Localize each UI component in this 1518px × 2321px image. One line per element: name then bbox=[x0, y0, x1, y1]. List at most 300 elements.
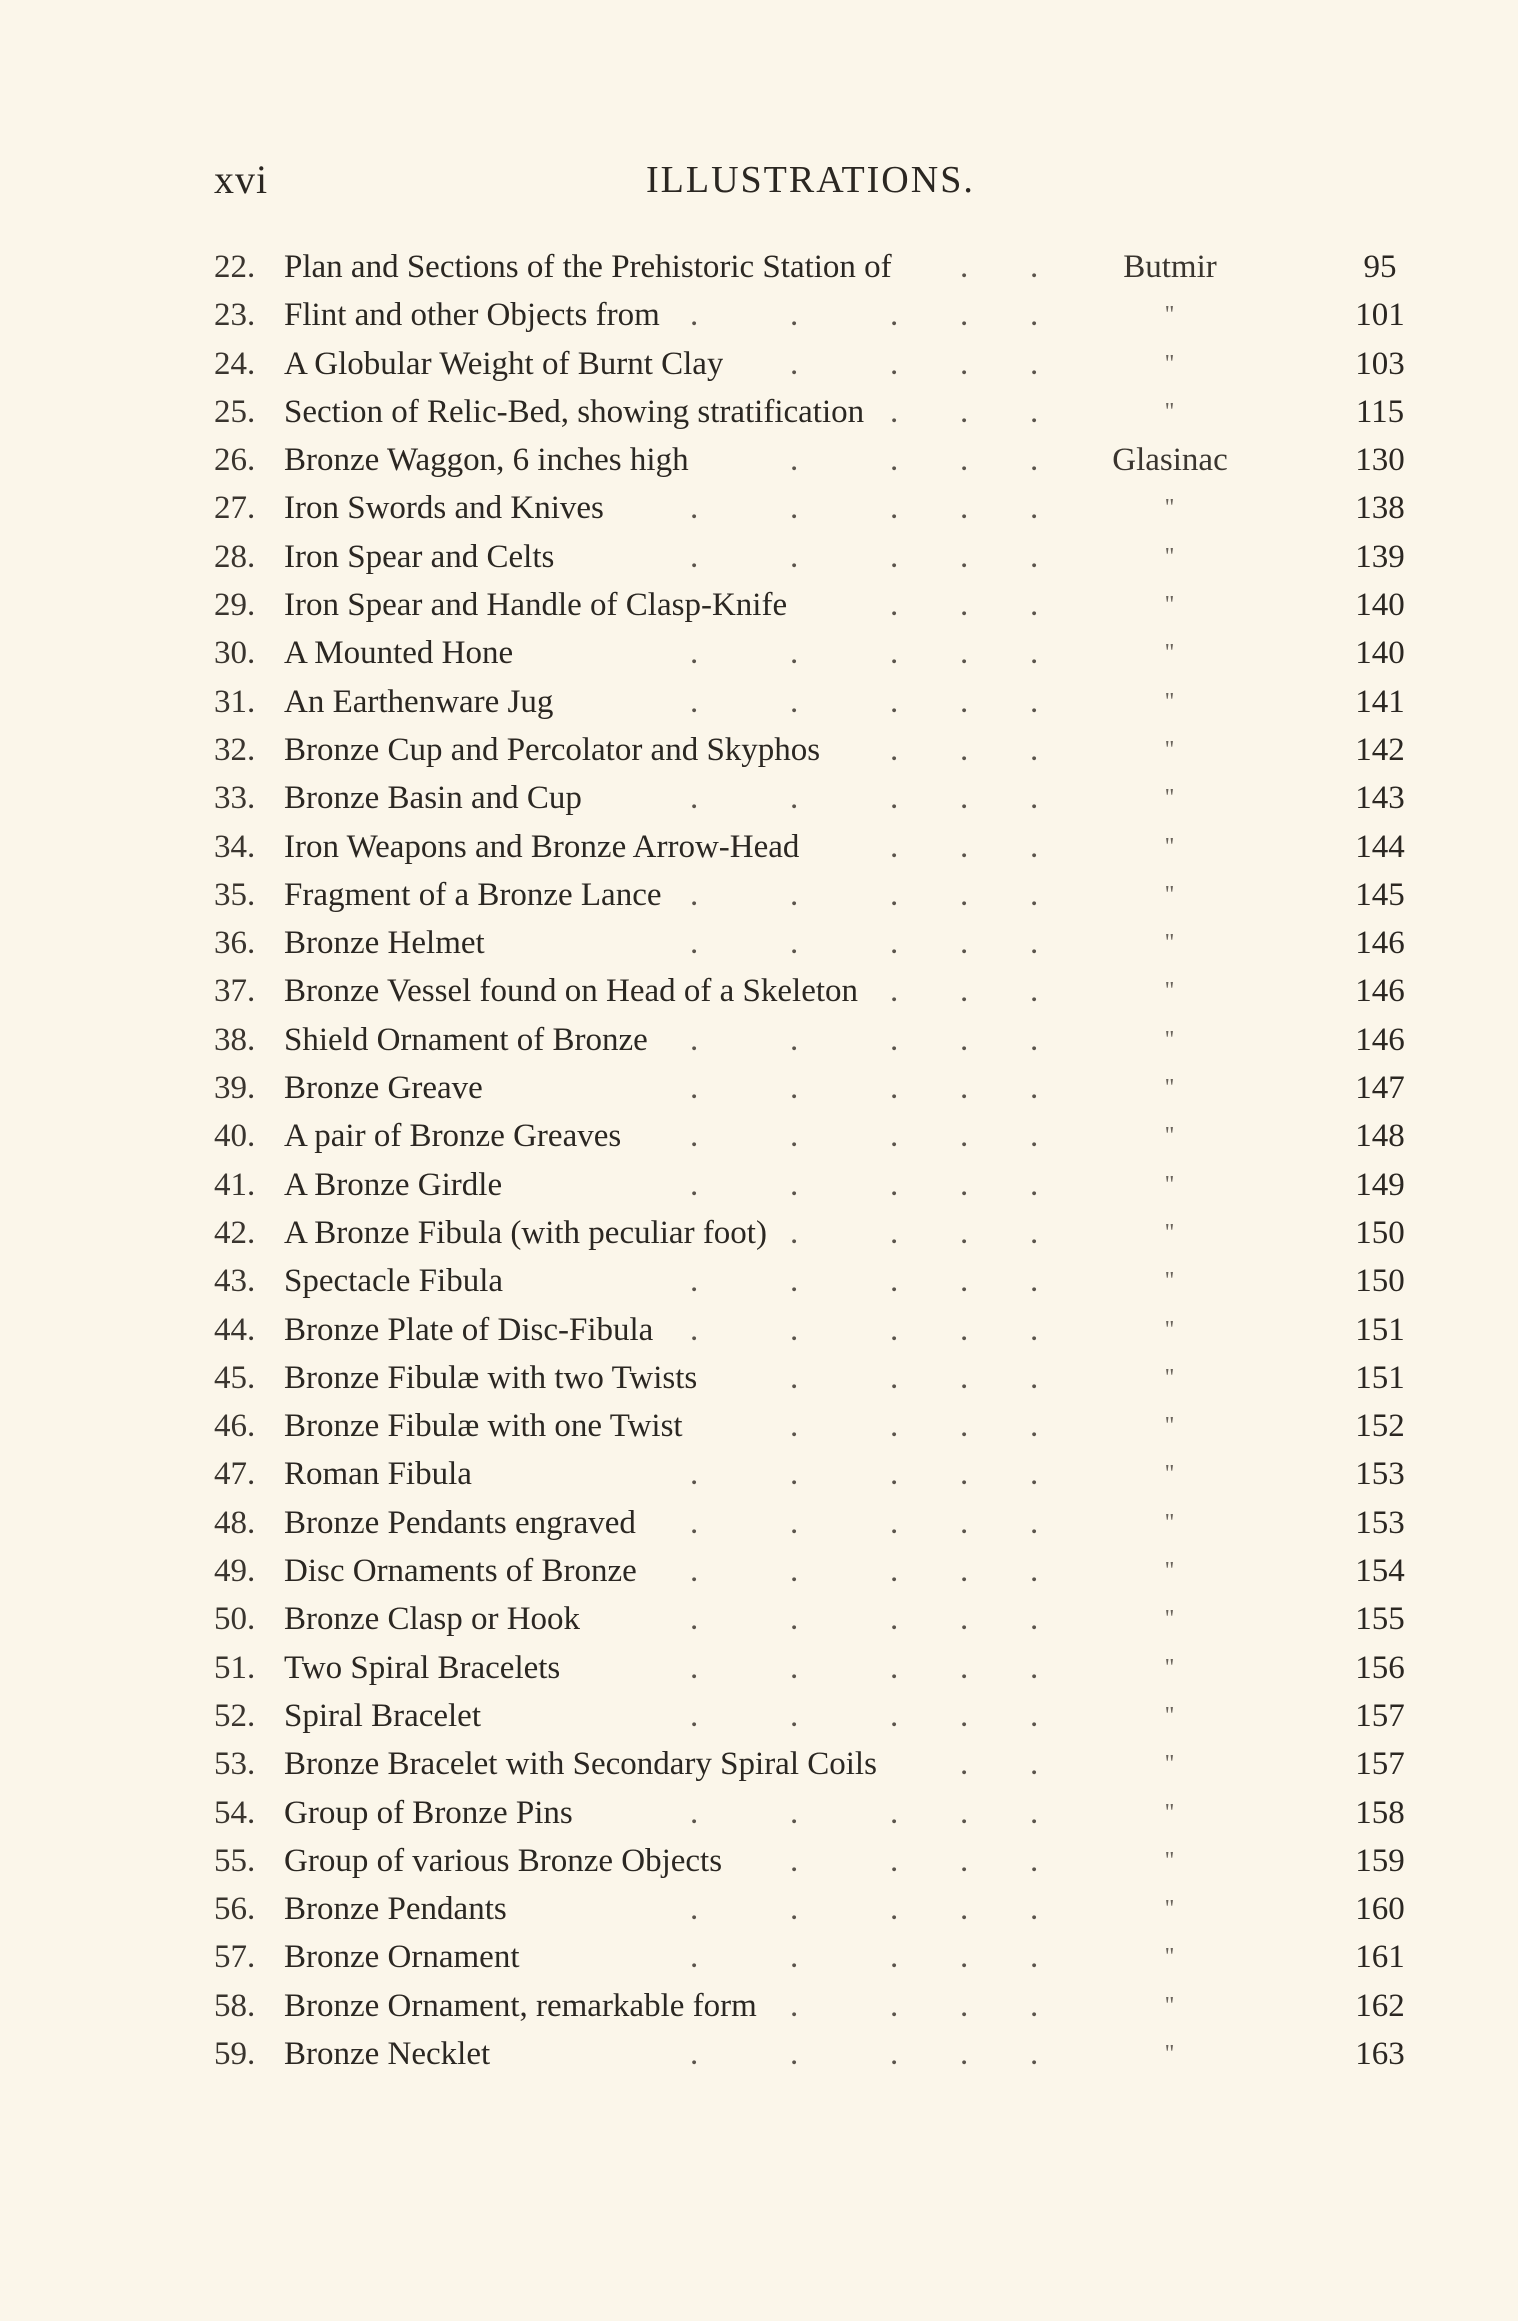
entry-number: 41. bbox=[214, 1166, 256, 1203]
illustration-entry bbox=[0, 629, 1518, 677]
leader-dot: . bbox=[1030, 780, 1039, 817]
running-title: ILLUSTRATIONS. bbox=[646, 159, 975, 201]
dot-leader bbox=[690, 1837, 1060, 1885]
leader-dot: . bbox=[790, 1842, 799, 1879]
leader-dot: . bbox=[690, 1118, 699, 1155]
leader-dot: . bbox=[1030, 1166, 1039, 1203]
leader-dot: . bbox=[890, 1359, 899, 1396]
entry-page-ref: 154 bbox=[1355, 1553, 1405, 1590]
leader-dot: . bbox=[890, 973, 899, 1010]
entry-number: 48. bbox=[214, 1504, 256, 1541]
leader-dot: . bbox=[890, 1456, 899, 1493]
entry-title: Flint and other Objects from bbox=[284, 297, 660, 334]
leader-dot: . bbox=[1030, 925, 1039, 962]
leader-dot: . bbox=[890, 297, 899, 334]
entry-title: Bronze Pendants engraved bbox=[284, 1504, 636, 1541]
entry-page-ref: 141 bbox=[1355, 683, 1405, 720]
leader-dot: . bbox=[1030, 828, 1039, 865]
entry-location: " bbox=[1164, 1944, 1176, 1971]
leader-dot: . bbox=[790, 1408, 799, 1445]
entry-location: " bbox=[1164, 1316, 1176, 1343]
leader-dot: . bbox=[960, 249, 969, 285]
entry-location: " bbox=[1164, 2040, 1176, 2067]
leader-dot: . bbox=[1030, 1601, 1039, 1638]
illustration-entry bbox=[0, 823, 1518, 871]
leader-dot: . bbox=[890, 393, 899, 430]
leader-dot: . bbox=[790, 876, 799, 913]
leader-dot: . bbox=[790, 1553, 799, 1590]
leader-dot: . bbox=[1030, 1649, 1039, 1686]
leader-dot: . bbox=[790, 538, 799, 575]
leader-dot: . bbox=[890, 1649, 899, 1686]
entry-location: " bbox=[1164, 1606, 1176, 1633]
leader-dot: . bbox=[1030, 587, 1039, 624]
leader-dot: . bbox=[960, 683, 969, 720]
entry-number: 36. bbox=[214, 925, 256, 962]
leader-dot: . bbox=[1030, 345, 1039, 382]
leader-dot: . bbox=[790, 1939, 799, 1976]
illustration-entry bbox=[0, 2030, 1518, 2078]
leader-dot: . bbox=[690, 876, 699, 913]
illustration-entry bbox=[0, 1257, 1518, 1305]
leader-dot: . bbox=[790, 1118, 799, 1155]
illustration-entry bbox=[0, 1837, 1518, 1885]
leader-dot: . bbox=[690, 1553, 699, 1590]
entry-location: " bbox=[1164, 495, 1176, 522]
illustration-entry bbox=[0, 678, 1518, 726]
entry-number: 56. bbox=[214, 1891, 256, 1928]
entry-number: 24. bbox=[214, 345, 256, 382]
entry-number: 45. bbox=[214, 1359, 256, 1396]
illustration-entry bbox=[0, 1354, 1518, 1402]
dot-leader bbox=[690, 1692, 1060, 1740]
entry-title: Bronze Plate of Disc-Fibula bbox=[284, 1311, 654, 1348]
dot-leader bbox=[690, 919, 1060, 967]
entry-location: " bbox=[1164, 1654, 1176, 1681]
leader-dot: . bbox=[960, 1891, 969, 1928]
leader-dot: . bbox=[960, 635, 969, 672]
leader-dot: . bbox=[1030, 1553, 1039, 1590]
leader-dot: . bbox=[960, 731, 969, 768]
entry-title: A Bronze Fibula (with peculiar foot) bbox=[284, 1214, 767, 1251]
leader-dot: . bbox=[690, 1263, 699, 1300]
entry-title: Spectacle Fibula bbox=[284, 1263, 504, 1300]
entry-location: " bbox=[1164, 592, 1176, 619]
entry-location: " bbox=[1164, 1075, 1176, 1102]
entry-location: " bbox=[1164, 302, 1176, 329]
leader-dot: . bbox=[690, 780, 699, 817]
entry-page-ref: 153 bbox=[1355, 1456, 1405, 1493]
entry-title: Plan and Sections of the Prehistoric Station of bbox=[284, 249, 892, 285]
dot-leader bbox=[690, 1982, 1060, 2030]
leader-dot: . bbox=[960, 876, 969, 913]
entry-location: " bbox=[1164, 1558, 1176, 1585]
dot-leader bbox=[690, 581, 1060, 629]
leader-dot: . bbox=[1030, 1263, 1039, 1300]
dot-leader bbox=[690, 1306, 1060, 1354]
entry-location: " bbox=[1164, 978, 1176, 1005]
leader-dot: . bbox=[1030, 1794, 1039, 1831]
entry-page-ref: 157 bbox=[1355, 1697, 1405, 1734]
entry-title: Bronze Clasp or Hook bbox=[284, 1601, 581, 1638]
entry-title: Bronze Ornament, remarkable form bbox=[284, 1987, 757, 2024]
leader-dot: . bbox=[960, 1697, 969, 1734]
entry-title: Bronze Basin and Cup bbox=[284, 780, 582, 817]
entry-location: Glasinac bbox=[1112, 442, 1228, 479]
entry-number: 23. bbox=[214, 297, 256, 334]
dot-leader bbox=[690, 1740, 1060, 1788]
entry-page-ref: 161 bbox=[1355, 1939, 1405, 1976]
entry-title: Iron Spear and Celts bbox=[284, 538, 555, 575]
illustration-entry bbox=[0, 1789, 1518, 1837]
leader-dot: . bbox=[960, 1263, 969, 1300]
leader-dot: . bbox=[690, 1697, 699, 1734]
entry-page-ref: 95 bbox=[1363, 249, 1397, 285]
illustration-entry bbox=[0, 340, 1518, 388]
entry-page-ref: 150 bbox=[1355, 1214, 1405, 1251]
leader-dot: . bbox=[790, 297, 799, 334]
leader-dot: . bbox=[790, 442, 799, 479]
leader-dot: . bbox=[790, 925, 799, 962]
illustration-entry bbox=[0, 1306, 1518, 1354]
entry-page-ref: 150 bbox=[1355, 1263, 1405, 1300]
leader-dot: . bbox=[790, 1794, 799, 1831]
leader-dot: . bbox=[960, 1311, 969, 1348]
dot-leader bbox=[690, 1933, 1060, 1981]
leader-dot: . bbox=[890, 345, 899, 382]
entry-location: " bbox=[1164, 1123, 1176, 1150]
entry-number: 32. bbox=[214, 731, 256, 768]
leader-dot: . bbox=[960, 1746, 969, 1783]
leader-dot: . bbox=[890, 1021, 899, 1058]
illustration-entry bbox=[0, 871, 1518, 919]
entry-number: 28. bbox=[214, 538, 256, 575]
leader-dot: . bbox=[960, 1214, 969, 1251]
leader-dot: . bbox=[890, 1408, 899, 1445]
dot-leader bbox=[690, 484, 1060, 532]
leader-dot: . bbox=[890, 1214, 899, 1251]
leader-dot: . bbox=[890, 1504, 899, 1541]
leader-dot: . bbox=[790, 683, 799, 720]
leader-dot: . bbox=[890, 1553, 899, 1590]
entry-title: Bronze Waggon, 6 inches high bbox=[284, 442, 689, 479]
leader-dot: . bbox=[960, 780, 969, 817]
entry-number: 47. bbox=[214, 1456, 256, 1493]
illustration-entry bbox=[0, 774, 1518, 822]
illustration-entry bbox=[0, 1644, 1518, 1692]
illustration-entry bbox=[0, 436, 1518, 484]
leader-dot: . bbox=[890, 828, 899, 865]
entry-title: Group of various Bronze Objects bbox=[284, 1842, 723, 1879]
leader-dot: . bbox=[690, 1939, 699, 1976]
dot-leader bbox=[690, 1450, 1060, 1498]
leader-dot: . bbox=[790, 1359, 799, 1396]
entry-title: A Mounted Hone bbox=[284, 635, 514, 672]
dot-leader bbox=[690, 629, 1060, 677]
leader-dot: . bbox=[960, 297, 969, 334]
illustration-entry bbox=[0, 1547, 1518, 1595]
leader-dot: . bbox=[690, 1070, 699, 1107]
entry-page-ref: 153 bbox=[1355, 1504, 1405, 1541]
entry-title: A Bronze Girdle bbox=[284, 1166, 503, 1203]
entry-title: Iron Weapons and Bronze Arrow-Head bbox=[284, 828, 800, 865]
entry-location: " bbox=[1164, 1509, 1176, 1536]
leader-dot: . bbox=[790, 1263, 799, 1300]
entry-title: Bronze Fibulæ with two Twists bbox=[284, 1359, 698, 1396]
leader-dot: . bbox=[790, 1649, 799, 1686]
entry-number: 40. bbox=[214, 1118, 256, 1155]
leader-dot: . bbox=[890, 1166, 899, 1203]
illustration-entry bbox=[0, 726, 1518, 774]
leader-dot: . bbox=[890, 1794, 899, 1831]
entry-page-ref: 147 bbox=[1355, 1070, 1405, 1107]
dot-leader bbox=[690, 1016, 1060, 1064]
leader-dot: . bbox=[1030, 490, 1039, 527]
leader-dot: . bbox=[960, 1021, 969, 1058]
dot-leader bbox=[690, 243, 1060, 291]
leader-dot: . bbox=[960, 1842, 969, 1879]
entry-location: " bbox=[1164, 1171, 1176, 1198]
dot-leader bbox=[690, 774, 1060, 822]
entry-page-ref: 159 bbox=[1355, 1842, 1405, 1879]
leader-dot: . bbox=[960, 393, 969, 430]
entry-number: 52. bbox=[214, 1697, 256, 1734]
entry-title: Iron Swords and Knives bbox=[284, 490, 604, 527]
leader-dot: . bbox=[890, 1263, 899, 1300]
leader-dot: . bbox=[960, 1553, 969, 1590]
entry-title: Roman Fibula bbox=[284, 1456, 472, 1493]
leader-dot: . bbox=[690, 1649, 699, 1686]
leader-dot: . bbox=[960, 1408, 969, 1445]
entry-page-ref: 152 bbox=[1355, 1408, 1405, 1445]
entry-page-ref: 143 bbox=[1355, 780, 1405, 817]
dot-leader bbox=[690, 1112, 1060, 1160]
entry-number: 55. bbox=[214, 1842, 256, 1879]
entry-location: " bbox=[1164, 543, 1176, 570]
leader-dot: . bbox=[960, 538, 969, 575]
entry-title: Fragment of a Bronze Lance bbox=[284, 876, 662, 913]
illustration-entry bbox=[0, 1692, 1518, 1740]
leader-dot: . bbox=[890, 538, 899, 575]
leader-dot: . bbox=[890, 635, 899, 672]
entry-number: 46. bbox=[214, 1408, 256, 1445]
leader-dot: . bbox=[1030, 1021, 1039, 1058]
leader-dot: . bbox=[690, 635, 699, 672]
entry-page-ref: 162 bbox=[1355, 1987, 1405, 2024]
leader-dot: . bbox=[790, 1214, 799, 1251]
leader-dot: . bbox=[960, 925, 969, 962]
entry-location: " bbox=[1164, 1268, 1176, 1295]
leader-dot: . bbox=[890, 1070, 899, 1107]
illustration-entry bbox=[0, 1112, 1518, 1160]
dot-leader bbox=[690, 1644, 1060, 1692]
entry-page-ref: 115 bbox=[1355, 393, 1405, 430]
entry-number: 26. bbox=[214, 442, 256, 479]
leader-dot: . bbox=[960, 1649, 969, 1686]
leader-dot: . bbox=[790, 1456, 799, 1493]
entry-location: " bbox=[1164, 1992, 1176, 2019]
entry-page-ref: 160 bbox=[1355, 1891, 1405, 1928]
dot-leader bbox=[690, 1064, 1060, 1112]
entry-page-ref: 140 bbox=[1355, 635, 1405, 672]
entry-page-ref: 146 bbox=[1355, 1021, 1405, 1058]
entry-number: 30. bbox=[214, 635, 256, 672]
leader-dot: . bbox=[790, 1021, 799, 1058]
leader-dot: . bbox=[1030, 1359, 1039, 1396]
dot-leader bbox=[690, 1885, 1060, 1933]
leader-dot: . bbox=[1030, 683, 1039, 720]
entry-number: 39. bbox=[214, 1070, 256, 1107]
leader-dot: . bbox=[960, 1601, 969, 1638]
entry-location: " bbox=[1164, 1751, 1176, 1778]
entry-page-ref: 146 bbox=[1355, 973, 1405, 1010]
entry-page-ref: 157 bbox=[1355, 1746, 1405, 1783]
dot-leader bbox=[690, 1161, 1060, 1209]
illustration-entry bbox=[0, 1499, 1518, 1547]
leader-dot: . bbox=[1030, 1939, 1039, 1976]
entry-number: 58. bbox=[214, 1987, 256, 2024]
dot-leader bbox=[690, 678, 1060, 726]
dot-leader bbox=[690, 967, 1060, 1015]
entry-number: 42. bbox=[214, 1214, 256, 1251]
entry-number: 27. bbox=[214, 490, 256, 527]
illustration-entry bbox=[0, 533, 1518, 581]
leader-dot: . bbox=[690, 683, 699, 720]
leader-dot: . bbox=[790, 780, 799, 817]
leader-dot: . bbox=[890, 780, 899, 817]
leader-dot: . bbox=[790, 1166, 799, 1203]
entry-page-ref: 101 bbox=[1355, 297, 1405, 334]
leader-dot: . bbox=[690, 538, 699, 575]
leader-dot: . bbox=[890, 490, 899, 527]
illustrations-list bbox=[0, 243, 1518, 2078]
illustration-entry bbox=[0, 484, 1518, 532]
leader-dot: . bbox=[960, 1987, 969, 2024]
leader-dot: . bbox=[960, 587, 969, 624]
entry-location: " bbox=[1164, 785, 1176, 812]
entry-title: Shield Ornament of Bronze bbox=[284, 1021, 648, 1058]
leader-dot: . bbox=[1030, 1891, 1039, 1928]
leader-dot: . bbox=[890, 1939, 899, 1976]
entry-number: 37. bbox=[214, 973, 256, 1010]
dot-leader bbox=[690, 2030, 1060, 2078]
entry-number: 35. bbox=[214, 876, 256, 913]
entry-number: 29. bbox=[214, 587, 256, 624]
illustration-entry bbox=[0, 581, 1518, 629]
dot-leader bbox=[690, 726, 1060, 774]
illustration-entry bbox=[0, 388, 1518, 436]
leader-dot: . bbox=[890, 1311, 899, 1348]
entry-location: " bbox=[1164, 1461, 1176, 1488]
illustration-entry bbox=[0, 1740, 1518, 1788]
leader-dot: . bbox=[690, 1504, 699, 1541]
leader-dot: . bbox=[1030, 297, 1039, 334]
leader-dot: . bbox=[960, 1456, 969, 1493]
entry-page-ref: 142 bbox=[1355, 731, 1405, 768]
leader-dot: . bbox=[1030, 1697, 1039, 1734]
leader-dot: . bbox=[890, 442, 899, 479]
illustration-entry bbox=[0, 1595, 1518, 1643]
page-header bbox=[0, 150, 1518, 210]
entry-title: Bronze Fibulæ with one Twist bbox=[284, 1408, 683, 1445]
leader-dot: . bbox=[690, 925, 699, 962]
entry-title: A pair of Bronze Greaves bbox=[284, 1118, 622, 1155]
entry-page-ref: 163 bbox=[1355, 2035, 1405, 2072]
leader-dot: . bbox=[960, 1070, 969, 1107]
entry-location: Butmir bbox=[1123, 249, 1217, 285]
leader-dot: . bbox=[960, 1166, 969, 1203]
dot-leader bbox=[690, 1547, 1060, 1595]
entry-number: 50. bbox=[214, 1601, 256, 1638]
entry-page-ref: 140 bbox=[1355, 587, 1405, 624]
leader-dot: . bbox=[790, 1311, 799, 1348]
leader-dot: . bbox=[790, 345, 799, 382]
entry-location: " bbox=[1164, 1026, 1176, 1053]
leader-dot: . bbox=[890, 876, 899, 913]
entry-location: " bbox=[1164, 688, 1176, 715]
leader-dot: . bbox=[1030, 538, 1039, 575]
entry-number: 38. bbox=[214, 1021, 256, 1058]
leader-dot: . bbox=[890, 587, 899, 624]
entry-location: " bbox=[1164, 833, 1176, 860]
entry-location: " bbox=[1164, 930, 1176, 957]
leader-dot: . bbox=[960, 1504, 969, 1541]
entry-page-ref: 149 bbox=[1355, 1166, 1405, 1203]
dot-leader bbox=[690, 1354, 1060, 1402]
leader-dot: . bbox=[690, 1794, 699, 1831]
leader-dot: . bbox=[890, 2035, 899, 2072]
leader-dot: . bbox=[690, 1456, 699, 1493]
leader-dot: . bbox=[1030, 973, 1039, 1010]
dot-leader bbox=[690, 388, 1060, 436]
illustration-entry bbox=[0, 291, 1518, 339]
illustration-entry bbox=[0, 1064, 1518, 1112]
entry-title: A Globular Weight of Burnt Clay bbox=[284, 345, 724, 382]
leader-dot: . bbox=[960, 973, 969, 1010]
leader-dot: . bbox=[890, 1891, 899, 1928]
leader-dot: . bbox=[790, 1987, 799, 2024]
entry-title: Bronze Pendants bbox=[284, 1891, 507, 1928]
leader-dot: . bbox=[790, 1070, 799, 1107]
leader-dot: . bbox=[790, 1504, 799, 1541]
dot-leader bbox=[690, 340, 1060, 388]
leader-dot: . bbox=[790, 1891, 799, 1928]
leader-dot: . bbox=[1030, 1456, 1039, 1493]
dot-leader bbox=[690, 533, 1060, 581]
illustration-entry bbox=[0, 1161, 1518, 1209]
leader-dot: . bbox=[790, 635, 799, 672]
illustration-entry bbox=[0, 1016, 1518, 1064]
entry-location: " bbox=[1164, 350, 1176, 377]
dot-leader bbox=[690, 1209, 1060, 1257]
entry-page-ref: 144 bbox=[1355, 828, 1405, 865]
leader-dot: . bbox=[960, 1939, 969, 1976]
leader-dot: . bbox=[1030, 442, 1039, 479]
leader-dot: . bbox=[1030, 1408, 1039, 1445]
entry-number: 34. bbox=[214, 828, 256, 865]
leader-dot: . bbox=[960, 1794, 969, 1831]
leader-dot: . bbox=[1030, 1311, 1039, 1348]
leader-dot: . bbox=[1030, 393, 1039, 430]
leader-dot: . bbox=[790, 1601, 799, 1638]
illustration-entry bbox=[0, 1402, 1518, 1450]
illustration-entry bbox=[0, 1450, 1518, 1498]
leader-dot: . bbox=[1030, 1070, 1039, 1107]
entry-location: " bbox=[1164, 1896, 1176, 1923]
leader-dot: . bbox=[1030, 731, 1039, 768]
entry-location: " bbox=[1164, 1364, 1176, 1391]
leader-dot: . bbox=[960, 345, 969, 382]
